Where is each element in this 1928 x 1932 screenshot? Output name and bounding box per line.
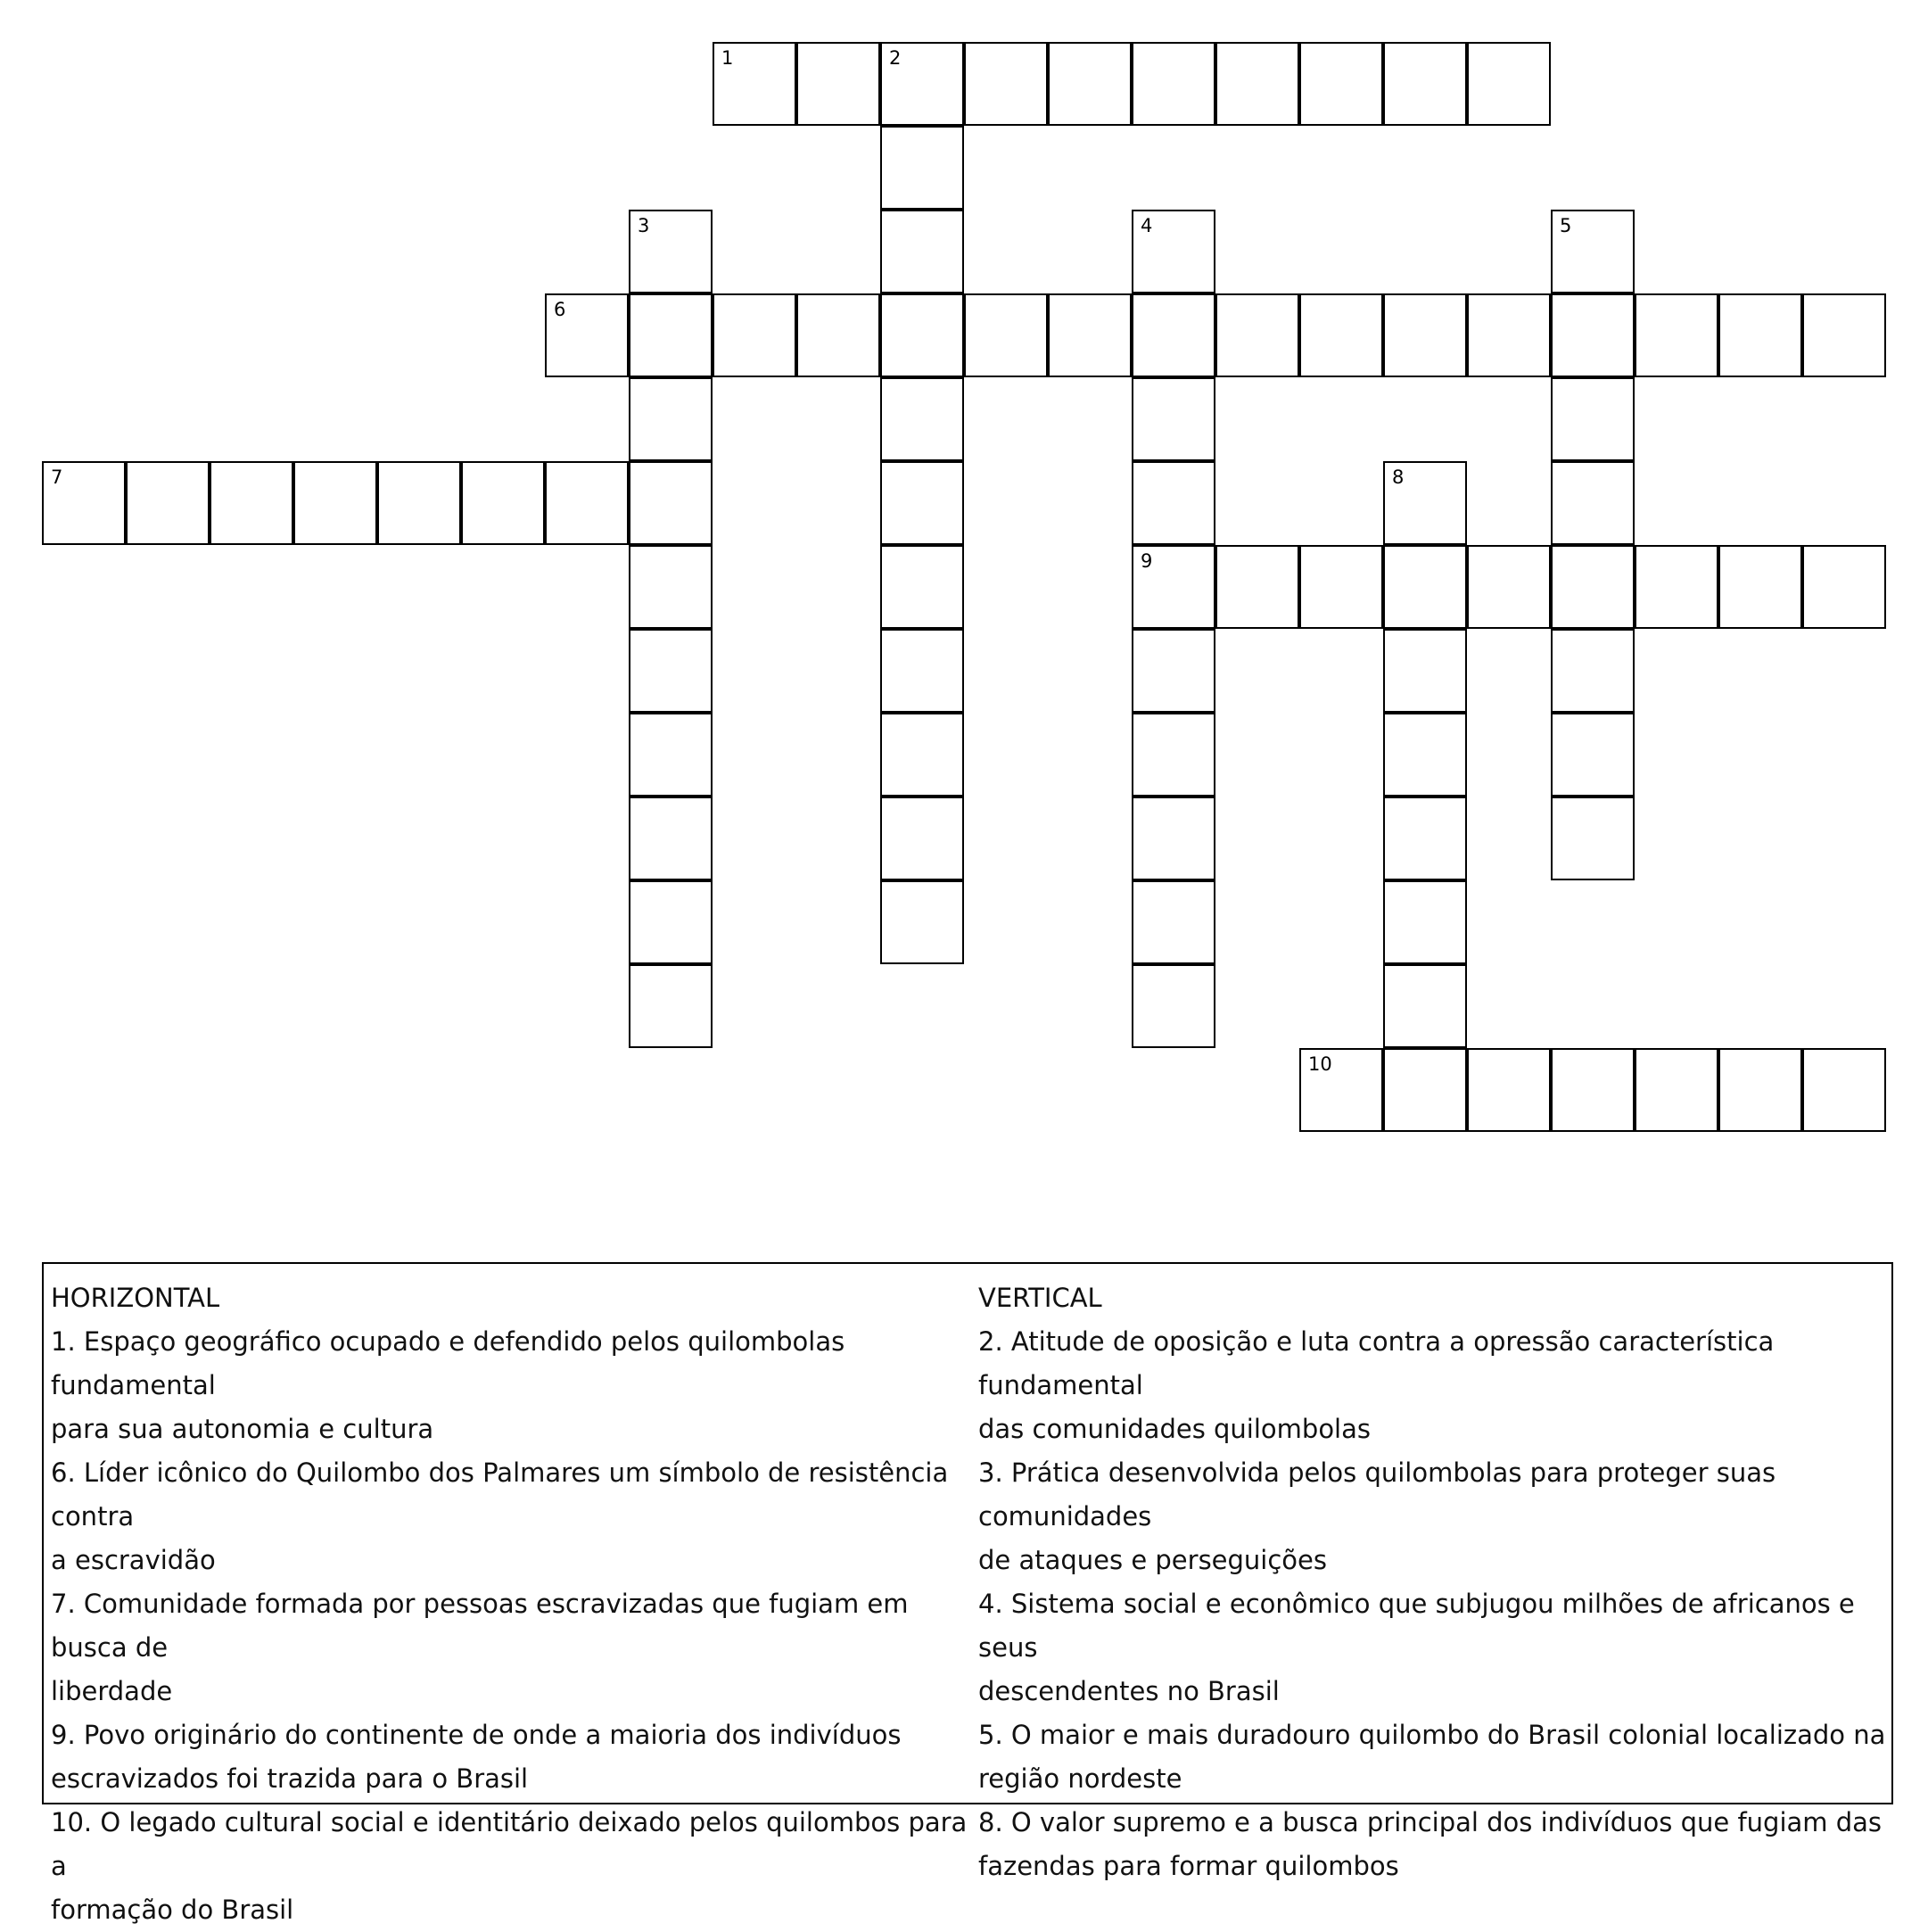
crossword-cell[interactable] xyxy=(629,545,713,629)
crossword-cell[interactable] xyxy=(1467,545,1551,629)
clue-number: 5 xyxy=(1560,215,1572,236)
crossword-cell[interactable] xyxy=(1551,545,1635,629)
crossword-cell[interactable] xyxy=(1383,713,1467,797)
crossword-cell[interactable] xyxy=(1132,545,1215,629)
across-clues-column xyxy=(51,1276,969,1932)
crossword-cell[interactable] xyxy=(880,629,964,713)
crossword-cell[interactable] xyxy=(880,42,964,126)
down-clue-line: 8. O valor supremo e a busca principal dos indivíduos que fugiam das xyxy=(978,1807,1883,1837)
crossword-cell[interactable] xyxy=(713,293,796,377)
crossword-cell[interactable] xyxy=(1132,461,1215,545)
crossword-cell[interactable] xyxy=(1551,713,1635,797)
down-clue-line: 4. Sistema social e econômico que subjugou milhões de africanos e seus xyxy=(978,1589,1855,1663)
crossword-cell[interactable] xyxy=(1467,42,1551,126)
crossword-cell[interactable] xyxy=(1132,797,1215,880)
crossword-cell[interactable] xyxy=(42,461,126,545)
crossword-cell[interactable] xyxy=(1383,461,1467,545)
crossword-cell[interactable] xyxy=(1215,42,1299,126)
down-clues-column xyxy=(978,1276,1888,1888)
down-clue-line: descendentes no Brasil xyxy=(978,1676,1280,1706)
across-clue-line: 1. Espaço geográfico ocupado e defendido pelos quilombolas fundamental xyxy=(51,1326,845,1400)
down-clue-line: de ataques e perseguições xyxy=(978,1545,1328,1575)
crossword-cell[interactable] xyxy=(1802,1048,1886,1132)
crossword-cell[interactable] xyxy=(1048,293,1132,377)
crossword-cell[interactable] xyxy=(1132,629,1215,713)
crossword-cell[interactable] xyxy=(629,210,713,293)
crossword-cell[interactable] xyxy=(1383,880,1467,964)
crossword-cell[interactable] xyxy=(964,42,1048,126)
crossword-cell[interactable] xyxy=(1635,1048,1718,1132)
crossword-cell[interactable] xyxy=(880,713,964,797)
across-clue-line: formação do Brasil xyxy=(51,1895,294,1925)
crossword-cell[interactable] xyxy=(1132,42,1215,126)
crossword-cell[interactable] xyxy=(1383,42,1467,126)
across-clue-line: para sua autonomia e cultura xyxy=(51,1414,434,1444)
crossword-cell[interactable] xyxy=(1635,545,1718,629)
across-clue-line: escravizados foi trazida para o Brasil xyxy=(51,1763,529,1794)
clue-number: 3 xyxy=(638,215,650,236)
crossword-cell[interactable] xyxy=(796,42,880,126)
crossword-cell[interactable] xyxy=(880,293,964,377)
crossword-cell[interactable] xyxy=(1718,293,1802,377)
down-clue-line: região nordeste xyxy=(978,1763,1182,1794)
crossword-cell[interactable] xyxy=(1802,545,1886,629)
across-clue-line: 6. Líder icônico do Quilombo dos Palmares um símbolo de resistência contra xyxy=(51,1457,949,1532)
crossword-cell[interactable] xyxy=(1467,293,1551,377)
crossword-cell[interactable] xyxy=(1132,377,1215,461)
clue-number: 6 xyxy=(554,299,566,320)
crossword-cell[interactable] xyxy=(1132,964,1215,1048)
crossword-cell[interactable] xyxy=(1802,293,1886,377)
crossword-cell[interactable] xyxy=(880,880,964,964)
crossword-cell[interactable] xyxy=(713,42,796,126)
crossword-cell[interactable] xyxy=(1551,1048,1635,1132)
crossword-cell[interactable] xyxy=(1551,461,1635,545)
crossword-cell[interactable] xyxy=(1383,1048,1467,1132)
crossword-cell[interactable] xyxy=(1551,797,1635,880)
crossword-cell[interactable] xyxy=(629,461,713,545)
across-heading: HORIZONTAL xyxy=(51,1283,220,1313)
crossword-cell[interactable] xyxy=(1551,377,1635,461)
across-clue-line: liberdade xyxy=(51,1676,173,1706)
clue-number: 10 xyxy=(1308,1053,1332,1075)
crossword-cell[interactable] xyxy=(1383,293,1467,377)
crossword-cell[interactable] xyxy=(377,461,461,545)
crossword-cell[interactable] xyxy=(629,713,713,797)
across-clue-line: 7. Comunidade formada por pessoas escravizadas que fugiam em busca de xyxy=(51,1589,909,1663)
crossword-cell[interactable] xyxy=(1383,797,1467,880)
down-clue-line: 5. O maior e mais duradouro quilombo do Brasil colonial localizado na xyxy=(978,1720,1886,1750)
crossword-cell[interactable] xyxy=(1718,1048,1802,1132)
across-clue-line: 10. O legado cultural social e identitário deixado pelos quilombos para a xyxy=(51,1807,968,1881)
crossword-cell[interactable] xyxy=(1299,1048,1383,1132)
crossword-cell[interactable] xyxy=(880,797,964,880)
crossword-cell[interactable] xyxy=(1132,293,1215,377)
crossword-cell[interactable] xyxy=(629,293,713,377)
crossword-cell[interactable] xyxy=(1132,210,1215,293)
crossword-cell[interactable] xyxy=(1132,713,1215,797)
clue-number: 1 xyxy=(721,47,734,69)
clue-number: 2 xyxy=(889,47,902,69)
down-clue-line: 2. Atitude de oposição e luta contra a opressão característica fundamental xyxy=(978,1326,1775,1400)
crossword-cell[interactable] xyxy=(1383,964,1467,1048)
crossword-cell[interactable] xyxy=(629,377,713,461)
clue-number: 8 xyxy=(1392,466,1405,488)
crossword-cell[interactable] xyxy=(796,293,880,377)
down-clue-line: fazendas para formar quilombos xyxy=(978,1851,1399,1881)
down-clue-line: 3. Prática desenvolvida pelos quilombolas para proteger suas comunidades xyxy=(978,1457,1776,1532)
crossword-cell[interactable] xyxy=(1551,293,1635,377)
crossword-cell[interactable] xyxy=(629,880,713,964)
crossword-cell[interactable] xyxy=(1551,210,1635,293)
clue-number: 9 xyxy=(1141,550,1153,572)
crossword-cell[interactable] xyxy=(1635,293,1718,377)
crossword-cell[interactable] xyxy=(545,461,629,545)
crossword-cell[interactable] xyxy=(1383,545,1467,629)
clue-panel xyxy=(42,1262,1893,1925)
crossword-cell[interactable] xyxy=(880,126,964,210)
crossword-cell[interactable] xyxy=(293,461,377,545)
crossword-cell[interactable] xyxy=(126,461,210,545)
crossword-cell[interactable] xyxy=(880,461,964,545)
crossword-cell[interactable] xyxy=(1132,880,1215,964)
crossword-cell[interactable] xyxy=(1718,545,1802,629)
crossword-cell[interactable] xyxy=(210,461,293,545)
crossword-cell[interactable] xyxy=(629,797,713,880)
crossword-cell[interactable] xyxy=(1215,545,1299,629)
crossword-cell[interactable] xyxy=(629,629,713,713)
crossword-cell[interactable] xyxy=(461,461,545,545)
down-clue-line: das comunidades quilombolas xyxy=(978,1414,1371,1444)
crossword-cell[interactable] xyxy=(1215,293,1299,377)
clue-number: 4 xyxy=(1141,215,1153,236)
crossword-cell[interactable] xyxy=(880,377,964,461)
crossword-cell[interactable] xyxy=(880,545,964,629)
clue-number: 7 xyxy=(51,466,63,488)
across-clue-line: 9. Povo originário do continente de onde a maioria dos indivíduos xyxy=(51,1720,902,1750)
crossword-cell[interactable] xyxy=(1299,293,1383,377)
crossword-cell[interactable] xyxy=(1299,545,1383,629)
down-heading: VERTICAL xyxy=(978,1283,1102,1313)
crossword-cell[interactable] xyxy=(629,964,713,1048)
crossword-cell[interactable] xyxy=(1383,629,1467,713)
crossword-cell[interactable] xyxy=(1048,42,1132,126)
across-clue-line: a escravidão xyxy=(51,1545,216,1575)
crossword-cell[interactable] xyxy=(964,293,1048,377)
crossword-cell[interactable] xyxy=(545,293,629,377)
crossword-cell[interactable] xyxy=(1467,1048,1551,1132)
crossword-cell[interactable] xyxy=(1299,42,1383,126)
crossword-cell[interactable] xyxy=(1551,629,1635,713)
crossword-cell[interactable] xyxy=(880,210,964,293)
